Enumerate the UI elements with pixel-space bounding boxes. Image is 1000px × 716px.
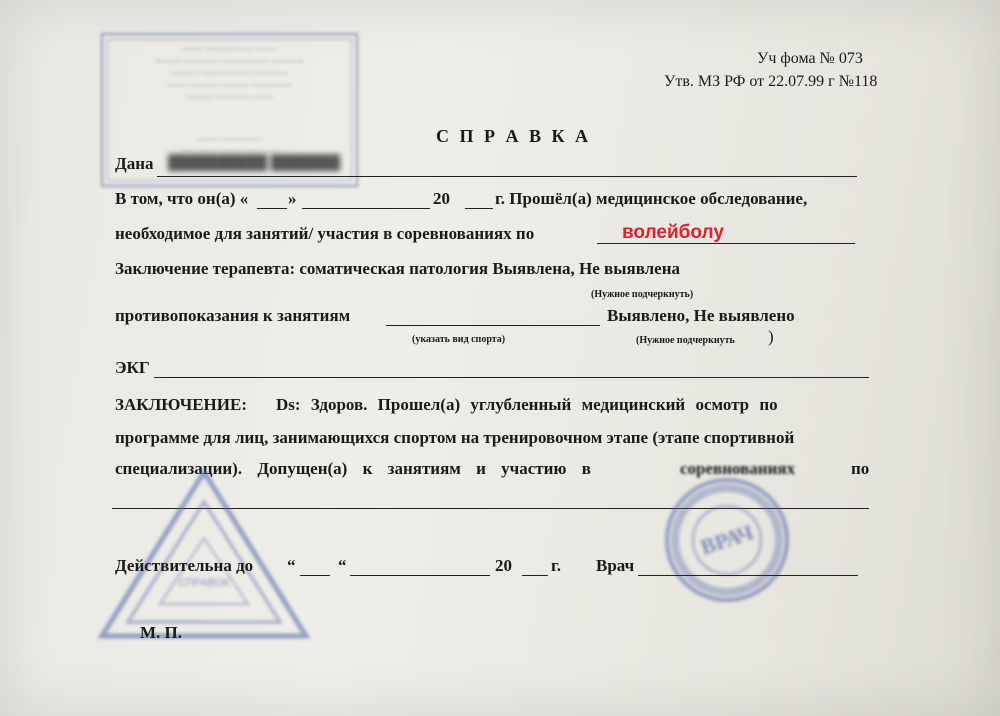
final-conclusion-line-1: Ds: Здоров. Прошел(а) углубленный медицинский осмотр по — [276, 395, 778, 414]
name-field-line — [157, 176, 857, 177]
contraindications-label: противопоказания к занятиям — [115, 306, 351, 325]
valid-year-line — [522, 575, 548, 576]
birth-year-line — [465, 208, 493, 209]
therapist-conclusion: Заключение терапевта: соматическая патология Выявлена, Не выявлена — [115, 259, 681, 278]
final-conclusion-line-3: специализации). Допущен(а) к занятиям и участию в — [115, 459, 591, 478]
valid-month-line — [350, 575, 490, 576]
page-title: С П Р А В К А — [436, 126, 592, 146]
final-conclusion-line-2: программе для лиц, занимающихся спортом на тренировочном этапе (этапе спортивной — [115, 428, 795, 447]
contraindications-options: Выявлено, Не выявлено — [607, 306, 795, 325]
valid-quote-open: “ — [287, 556, 296, 575]
institution-stamp: ——— ——————— ——— «——— ————— ——————— ————» ———— ——————— ————— ——— ———— ———— —————— ———— ————— ——— ——— —————— —— ——— ——— ——— —— — [101, 33, 358, 187]
sport-hint: (указать вид спорта) — [412, 334, 506, 345]
approval-note: Утв. МЗ РФ от 22.07.99 г №118 — [664, 73, 878, 90]
form-number: Уч фома № 073 — [757, 50, 863, 67]
contraindications-line — [386, 325, 600, 326]
year-prefix: 20 — [433, 189, 450, 208]
purpose-text: необходимое для занятий/ участия в соревнованиях по — [115, 224, 535, 243]
valid-year-suffix: г. — [551, 556, 562, 575]
valid-year-prefix: 20 — [495, 556, 512, 575]
final-conclusion-label: ЗАКЛЮЧЕНИЕ: — [115, 395, 247, 414]
underline-hint-2-paren: ) — [768, 327, 774, 346]
birth-month-line — [302, 208, 430, 209]
doctor-signature-line — [638, 575, 858, 576]
name-field-redacted: ██████████ ███████ — [168, 156, 341, 171]
valid-quote-close: “ — [338, 556, 347, 575]
underline-hint-1: (Нужное подчеркнуть) — [591, 289, 694, 300]
valid-day-line — [300, 575, 330, 576]
round-stamp-text: ВРАЧ — [697, 519, 757, 560]
ecg-field-line — [154, 377, 869, 378]
passed-exam-text: г. Прошёл(а) медицинское обследование, — [495, 189, 808, 208]
triangle-stamp — [98, 468, 310, 640]
final-conclusion-competitions: соревнованиях — [680, 459, 796, 478]
ecg-label: ЭКГ — [115, 358, 150, 377]
birth-label: В том, что он(а) « — [115, 189, 249, 208]
doctor-label: Врач — [596, 556, 635, 575]
quote-close: » — [288, 189, 297, 208]
final-conclusion-po: по — [851, 459, 870, 478]
round-doctor-stamp — [662, 475, 792, 605]
sport-value: волейболу — [622, 222, 724, 243]
stamp-place-label: М. П. — [140, 623, 183, 642]
valid-until-label: Действительна до — [115, 556, 254, 575]
triangle-stamp-text: СПРАВОК — [178, 577, 230, 589]
underline-hint-2: (Нужное подчеркнуть — [636, 335, 735, 346]
birth-day-line — [257, 208, 287, 209]
given-label: Дана — [115, 154, 154, 173]
